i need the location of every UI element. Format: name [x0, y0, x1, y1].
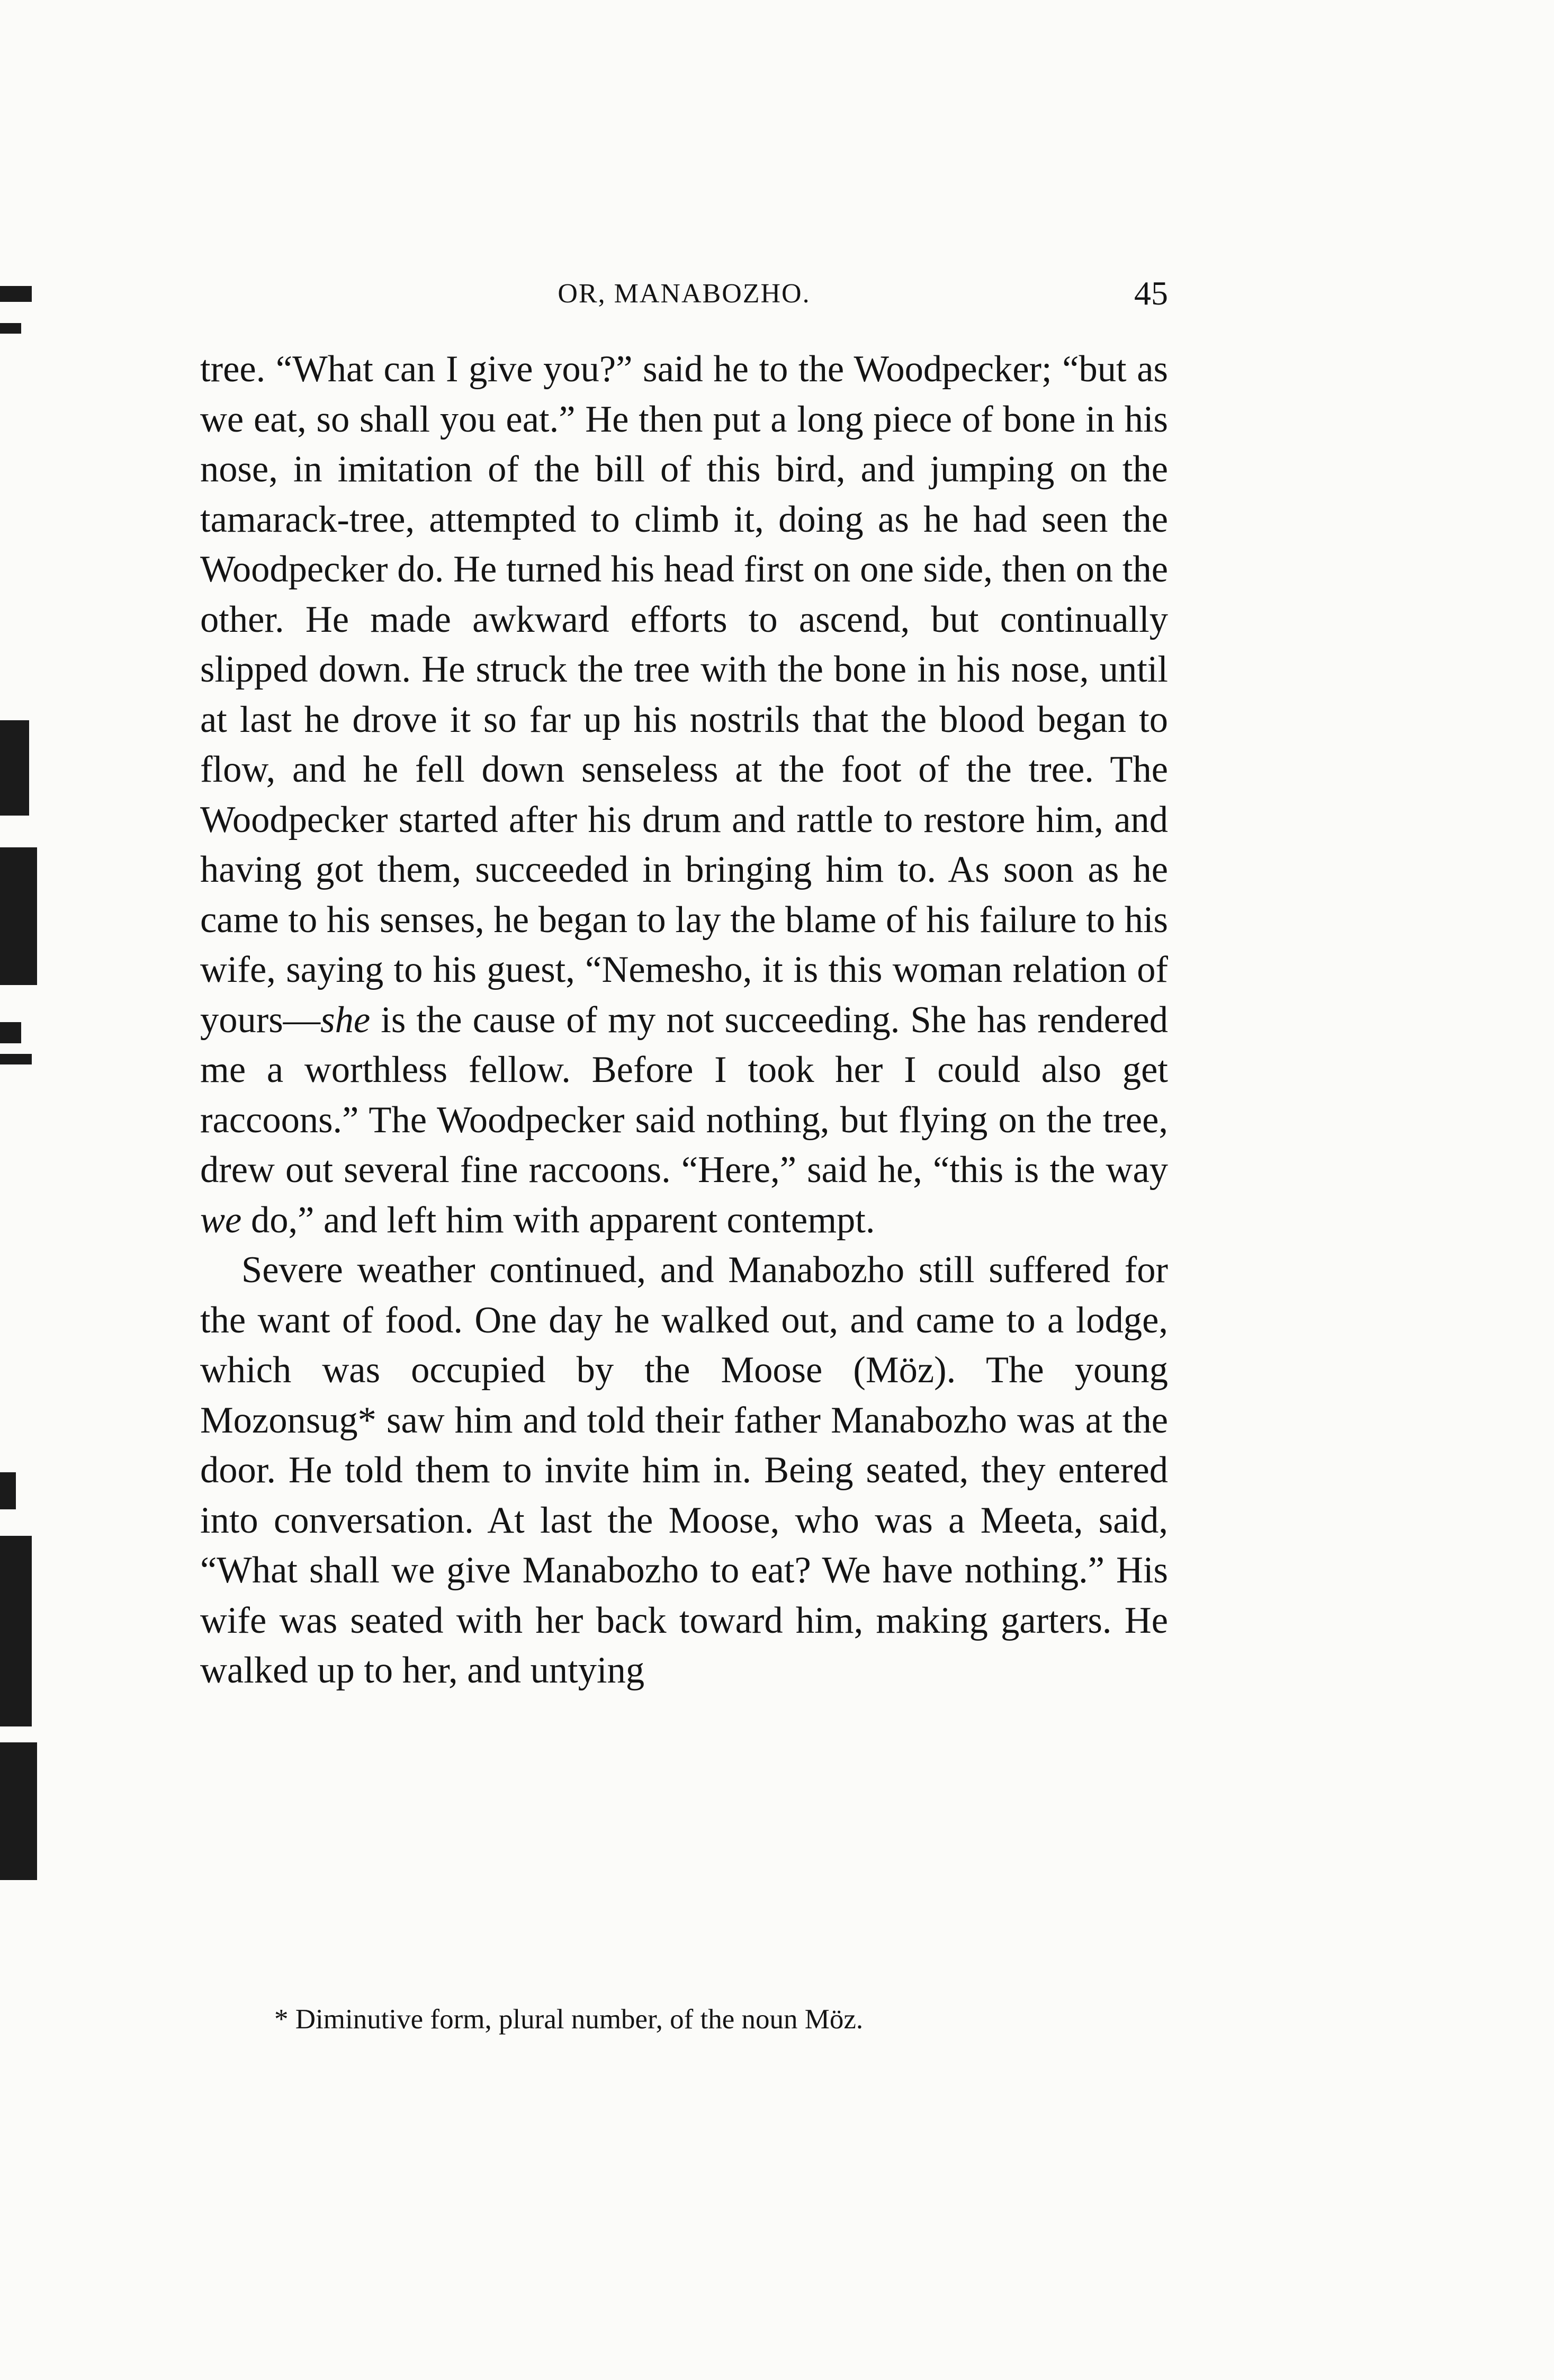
running-head: OR, MANABOZHO. [558, 279, 811, 309]
paragraph-1-italic-we: we [200, 1199, 242, 1241]
paragraph-1-italic-she: she [320, 999, 371, 1041]
paragraph-1 [200, 344, 1168, 1245]
page-number: 45 [1134, 274, 1168, 312]
scan-gutter-noise [0, 265, 53, 2118]
body-text [200, 344, 1168, 1696]
page-header [200, 274, 1168, 315]
paragraph-1-text-b: is the cause of my not succeeding. She has rendered me a worthless fellow. Before I took her I could also get raccoons.” The Woodpecker said nothing, but flying on the tree, drew out several fine raccoons. “Here,” said he, “this is the way [200, 999, 1168, 1191]
paragraph-1-text-c: do,” and left him with apparent contempt. [241, 1199, 875, 1241]
paragraph-1-text-a: tree. “What can I give you?” said he to the Woodpecker; “but as we eat, so shall you eat.” He then put a long piece of bone in his nose, in imitation of the bill of this bird, and jumping on the tamarack-tree, attempted to climb it, doing as he had seen the Woodpecker do. He turned his head first on one side, then on the other. He made awkward efforts to ascend, but continually slipped down. He struck the tree with the bone in his nose, until at last he drove it so far up his nostrils that the blood began to flow, and he fell down senseless at the foot of the tree. The Woodpecker started after his drum and rattle to restore him, and having got them, succeeded in bringing him to. As soon as he came to his senses, he began to lay the blame of his failure to his wife, saying to his guest, “Nemesho, it is this woman relation of yours— [200, 348, 1168, 1041]
footnote: * Diminutive form, plural number, of the noun Möz. [274, 2004, 864, 2035]
paragraph-2: Severe weather continued, and Manabozho still suffered for the want of food. One day he walked out, and came to a lodge, which was occupied by the Moose (Möz). The young Mozonsug* saw him and told their father Manabozho was at the door. He told them to invite him in. Being seated, they entered into conversation. At last the Moose, who was a Meeta, said, “What shall we give Manabozho to eat? We have nothing.” His wife was seated with her back toward him, making garters. He walked up to her, and untying [200, 1249, 1168, 1691]
